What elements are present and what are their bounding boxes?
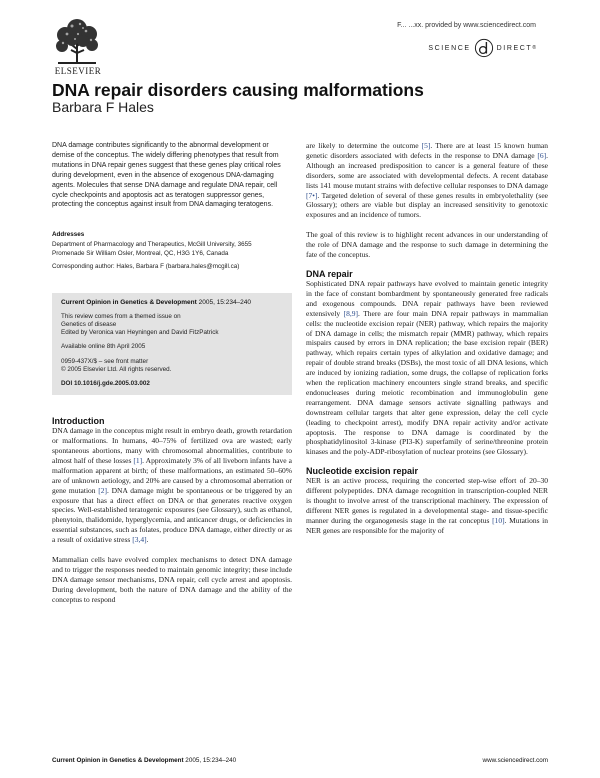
citation-link[interactable]: [10]: [492, 515, 505, 525]
intro-paragraph-1: DNA damage in the conceptus might result in embryo death, growth retardation or malformations. In humans, 40–75% of fertilized ova are wasted; early spontaneous abortions, many with chromosomal abnormalities, contribute to almost half of these losses [1]. Approximately 3% of all liveborn infants have a malformation apparent at birth; of these malformations, an estimated 50–60% are of unknown aetiology, and 20% are caused by a chromosomal aberration or gene mutation [2]. DNA damage might be spontaneous or be triggered by an exposure that has a direct effect on DNA or that generates reactive oxygen species. Well-established teratogenic exposures (see Glossary), such as ethanol, phenytoin, thalidomide, hyperglycemia, and anticancer drugs, or deficiencies in essential substances, such as folates, produce DNA damage, either directly or as a result of oxidative stress [3,4].: [52, 426, 292, 545]
footer-journal-name: Current Opinion in Genetics & Development: [52, 757, 184, 764]
publisher-name: ELSEVIER: [54, 66, 102, 76]
article-info-box: [52, 293, 292, 396]
right-column: [306, 141, 548, 536]
abstract: DNA damage contributes significantly to the abnormal development or demise of the conceptus. The widely differing phenotypes that result from mutations in DNA repair genes suggest that these genes play critical roles during development, even in the absence of exogenous DNA-damaging agents. Molecules that sense DNA damage and regulate DNA repair, cell cycle checkpoints and apoptosis act as teratogen suppressor genes, protecting the conceptus against insult from DNA damaging teratogens.: [52, 142, 281, 209]
right-paragraph-2: The goal of this review is to highlight recent advances in our understanding of the role of DNA damage and the response to such damage in determining the fate of the conceptus.: [306, 230, 548, 260]
intro-paragraph-2: Mammalian cells have evolved complex mechanisms to detect DNA damage and to trigger the responses needed to maintain genomic integrity; these include DNA damage sensor mechanisms, DNA repair, cell cycle arrest and apoptosis. During development, both the nature of DNA damage and the ability of the conceptus to respond: [52, 555, 292, 604]
citation-link[interactable]: [1]: [133, 455, 143, 465]
info-journal: [61, 299, 284, 307]
address-line-2: Promenade Sir William Osler, Montreal, QC, H3G 1Y6, Canada: [52, 249, 229, 257]
citation-link[interactable]: [5]: [421, 141, 431, 150]
citation-link[interactable]: [2]: [98, 485, 108, 495]
citation-link[interactable]: [3,4]: [132, 535, 147, 545]
info-editors: Edited by Veronica van Heyningen and David FitzPatrick: [61, 329, 219, 337]
citation-link[interactable]: [7•]: [306, 190, 318, 200]
brand-direct: DIRECT: [496, 44, 533, 52]
right-paragraph-1: are likely to determine the outcome [5]. There are at least 15 known human genetic disorders associated with defects in the response to DNA damage [6]. Although an increased predisposition to cancer is a general feature of these disorders, some are associated with developmental defects. A recent database lists 141 mouse mutant strains with defective cellular responses to DNA damage [7•]. Targeted deletion of several of these genes results in embryolethality (see Glossary); others are viable but display an increased sensitivity to genotoxic exposures and an incidence of tumors.: [306, 141, 548, 220]
address-line-1: Department of Pharmacology and Therapeutics, McGill University, 3655: [52, 241, 252, 249]
article-title: DNA repair disorders causing malformations: [52, 80, 424, 100]
heading-nucleotide-excision-repair: Nucleotide excision repair: [306, 466, 419, 477]
article-author: Barbara F Hales: [52, 99, 154, 115]
info-copyright: © 2005 Elsevier Ltd. All rights reserved.: [61, 365, 172, 373]
info-journal-cite: 2005, 15:234–240: [196, 298, 252, 306]
provided-by-note[interactable]: F... ...xx. provided by www.sciencedirect.com: [397, 22, 536, 29]
ner-paragraph: NER is an active process, requiring the concerted step-wise effort of 20–30 different polypeptides. DNA damage recognition in transcription-coupled NER is thought to involve arrest of the transcriptional machinery. The expression of different NER genes is regulated in a developmental stage- and tissue-specific manner during the organogenesis stage in the rat conceptus [10]. Mutations in NER genes are responsible for the majority of: [306, 476, 548, 535]
heading-dna-repair: DNA repair: [306, 268, 353, 279]
left-column: [52, 141, 292, 605]
info-issue-line-1: This review comes from a themed issue on: [61, 312, 181, 320]
brand-registered: ®: [532, 45, 536, 51]
info-issue-line-2: Genetics of disease: [61, 320, 117, 328]
brand-science: SCIENCE: [428, 44, 471, 52]
citation-link[interactable]: [6]: [537, 150, 547, 160]
corresponding-author[interactable]: Corresponding author: Hales, Barbara F (barbara.hales@mcgill.ca): [52, 263, 240, 271]
sciencedirect-brand[interactable]: [428, 38, 536, 58]
info-issn: 0959-437X/$ – see front matter: [61, 357, 149, 365]
dna-repair-paragraph: Sophisticated DNA repair pathways have evolved to maintain genetic integrity in the face of constant bombardment by spontaneously generated free radicals and exogenous compounds. DNA repair pathways have been reviewed extensively [8,9]. There are four main DNA repair pathways in mammalian cells: the nucleotide excision repair (NER) pathway, which repairs the majority of DNA damage in cells; the mismatch repair (MMR) pathway, which repairs mispairs caused by errors in DNA replication; the base excision repair (BER) pathway, which repairs certain types of alkylation and oxidative damage; and repair of double strand breaks (DSBs), the most toxic of all DNA lesions, which are induced by ionizing radiation, some drugs, the collapse of replication forks when the replication machinery encounters single strand breaks, and specific endonucleases during meiotic recombination and immunoglobulin gene rearrangement. DNA damage sensors activate signalling pathways and downstream cellular targets that alter gene expression, delay the cell cycle (leading to checkpoint arrest), modify DNA repair activity and/or activate apoptosis. The response to DNA damage is coordinated by the phosphatidylinositol 3-kinase (PI3-K) superfamily of serine/threonine protein kinases and the poly-ADP-ribosylation of nuclear proteins (see Glossary).: [306, 278, 548, 457]
heading-introduction: Introduction: [52, 416, 105, 427]
footer-cite: 2005, 15:234–240: [183, 757, 237, 764]
info-doi[interactable]: DOI 10.1016/j.gde.2005.03.002: [61, 379, 150, 387]
sciencedirect-d-icon: [474, 38, 494, 58]
citation-link[interactable]: [8,9]: [343, 308, 359, 318]
footer-journal-citation: [52, 757, 236, 764]
info-journal-name: Current Opinion in Genetics & Development: [61, 298, 197, 306]
addresses-label: Addresses: [52, 231, 85, 239]
footer-url[interactable]: www.sciencedirect.com: [482, 757, 548, 764]
info-available: Available online 8th April 2005: [61, 343, 146, 351]
